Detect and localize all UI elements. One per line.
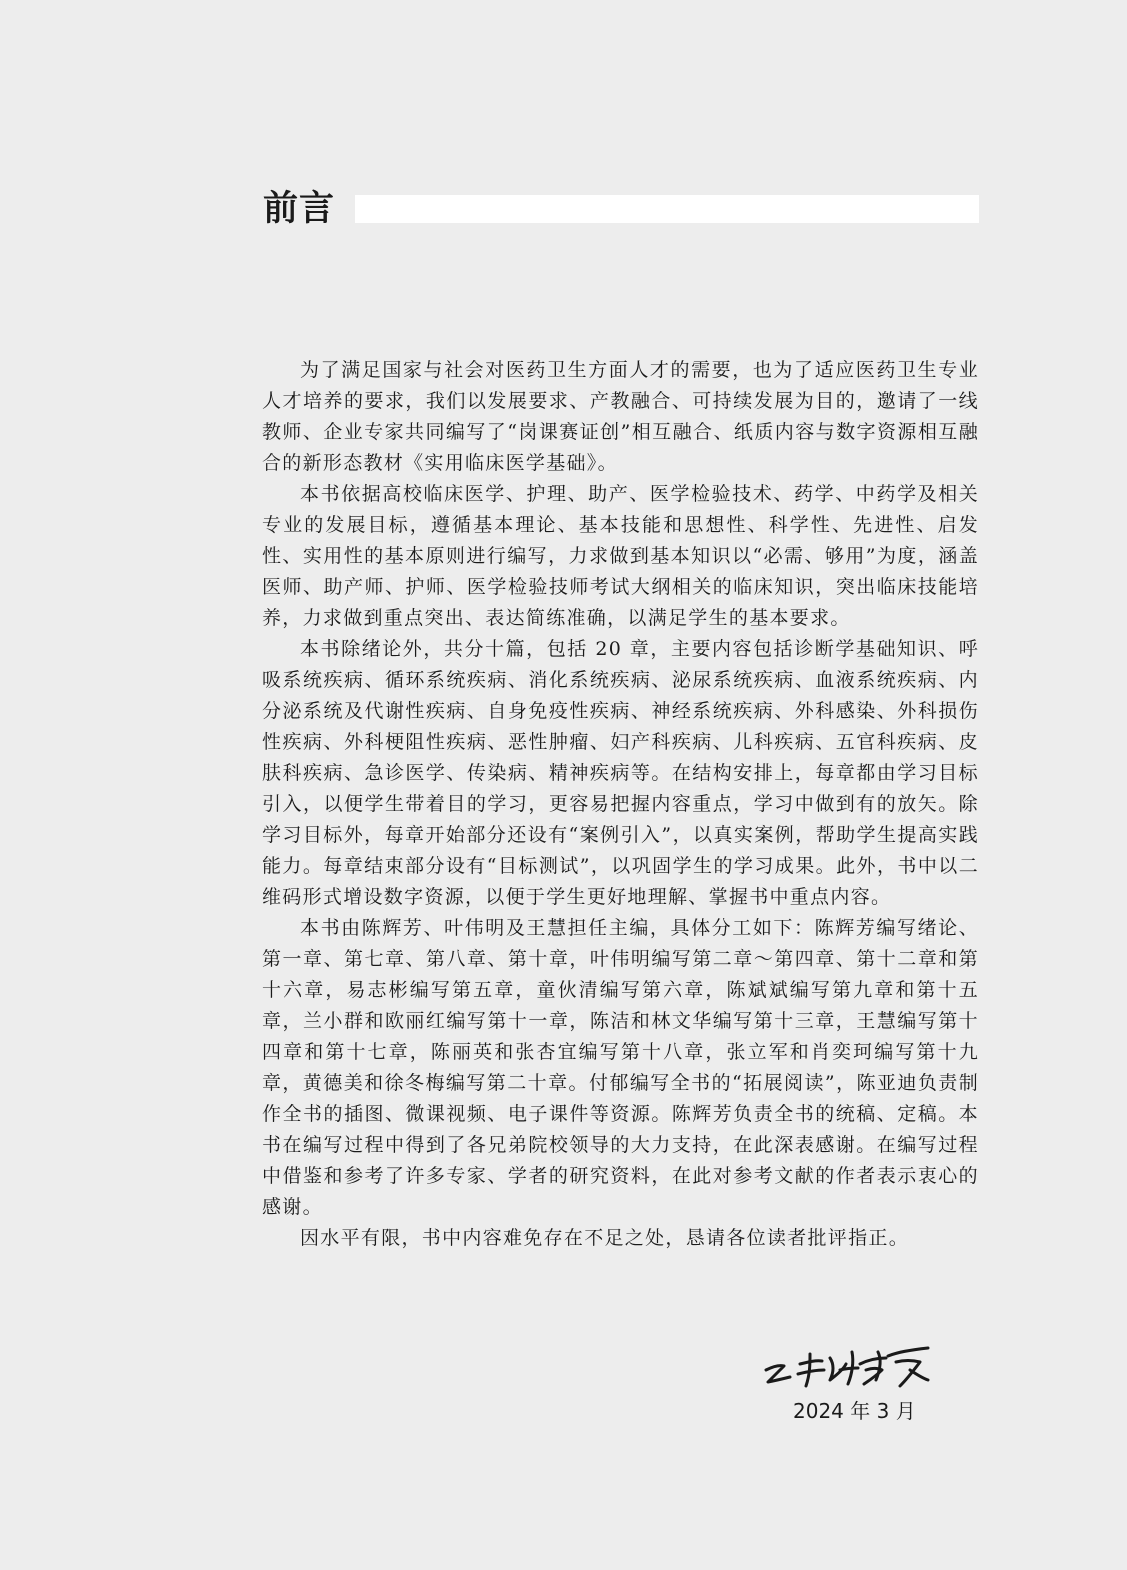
paragraph-2: 本书依据高校临床医学、护理、助产、医学检验技术、药学、中药学及相关专业的发展目标，遵循基本理论、基本技能和思想性、科学性、先进性、启发性、实用性的基本原则进行编写，力求做到基本知识以“必需、够用”为度，涵盖医师、助产师、护师、医学检验技师考试大纲相关的临床知识，突出临床技能培养，力求做到重点突出、表达简练准确，以满足学生的基本要求。: [262, 483, 979, 629]
handwritten-signature: [760, 1340, 940, 1392]
body-text: [262, 355, 979, 1254]
page-title: 前言: [263, 189, 336, 229]
paragraph-1: 为了满足国家与社会对医药卫生方面人才的需要，也为了适应医药卫生专业人才培养的要求，我们以发展要求、产教融合、可持续发展为目的，邀请了一线教师、企业专家共同编写了“岗课赛证创”相互融合、纸质内容与数字资源相互融合的新形态教材《实用临床医学基础》。: [262, 359, 979, 474]
paragraph-4: 本书由陈辉芳、叶伟明及王慧担任主编，具体分工如下：陈辉芳编写绪论、第一章、第七章、第八章、第十章，叶伟明编写第二章～第四章、第十二章和第十六章，易志彬编写第五章，童伙清编写第六章，陈斌斌编写第九章和第十五章，兰小群和欧丽红编写第十一章，陈洁和林文华编写第十三章，王慧编写第十四章和第十七章，陈丽英和张杏宜编写第十八章，张立军和肖奕珂编写第十九章，黄德美和徐冬梅编写第二十章。付郁编写全书的“拓展阅读”，陈亚迪负责制作全书的插图、微课视频、电子课件等资源。陈辉芳负责全书的统稿、定稿。本书在编写过程中得到了各兄弟院校领导的大力支持，在此深表感谢。在编写过程中借鉴和参考了许多专家、学者的研究资料，在此对参考文献的作者表示衷心的感谢。: [262, 917, 979, 1218]
heading-decoration-bar: [355, 195, 979, 223]
paragraph-3: 本书除绪论外，共分十篇，包括 20 章，主要内容包括诊断学基础知识、呼吸系统疾病、循环系统疾病、消化系统疾病、泌尿系统疾病、血液系统疾病、内分泌系统及代谢性疾病、自身免疫性疾病、神经系统疾病、外科感染、外科损伤性疾病、外科梗阻性疾病、恶性肿瘤、妇产科疾病、儿科疾病、五官科疾病、皮肤科疾病、急诊医学、传染病、精神疾病等。在结构安排上，每章都由学习目标引入，以便学生带着目的学习，更容易把握内容重点，学习中做到有的放矢。除学习目标外，每章开始部分还设有“案例引入”，以真实案例，帮助学生提高实践能力。每章结束部分设有“目标测试”，以巩固学生的学习成果。此外，书中以二维码形式增设数字资源，以便于学生更好地理解、掌握书中重点内容。: [262, 638, 979, 908]
date: 2024 年 3 月: [793, 1399, 916, 1423]
heading-row: [263, 188, 979, 230]
paragraph-5: 因水平有限，书中内容难免存在不足之处，恳请各位读者批评指正。: [300, 1227, 910, 1249]
